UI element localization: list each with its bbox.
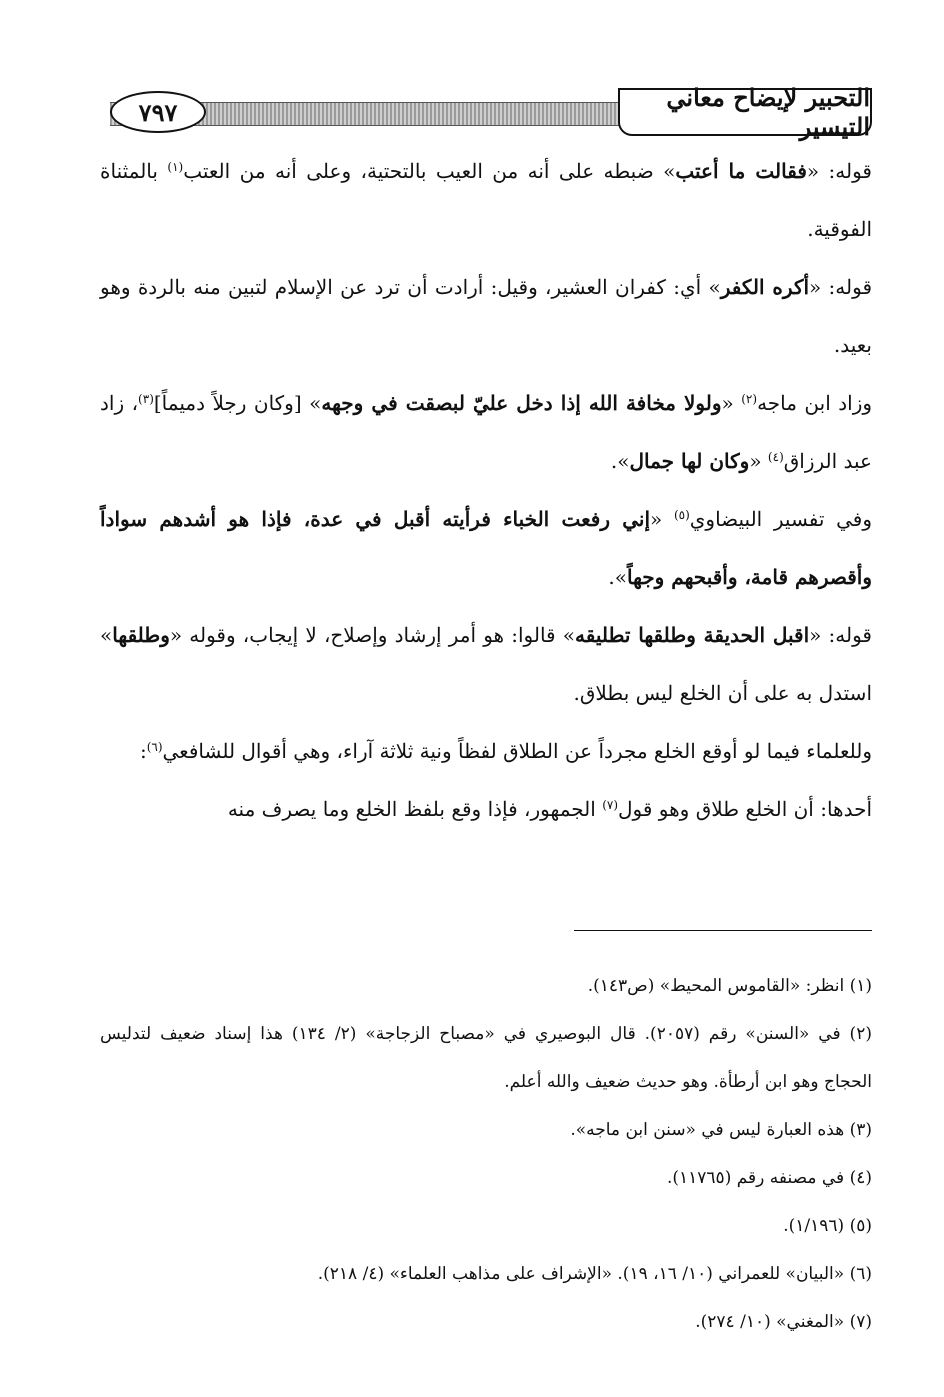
text-run: ، زاد عبد الرزاق: [100, 391, 872, 473]
text-run: بالمثناة الفوقية.: [100, 159, 872, 241]
text-run: «: [749, 449, 768, 473]
footnote: (٣) هذه العبارة ليس في «سنن ابن ماجه».: [570, 1120, 872, 1140]
footnote-separator: [574, 930, 872, 931]
text-run: ».: [610, 449, 630, 473]
text-run: «: [650, 507, 674, 531]
text-run: الجمهور، فإذا وقع بلفظ الخلع وما يصرف منه: [227, 797, 603, 821]
text-run: وفي تفسير البيضاوي: [689, 507, 873, 531]
hadith-quote: ولولا مخافة الله إذا دخل عليّ لبصقت في وجهه: [321, 391, 722, 415]
footnote: (٧) «المغني» (١٠/ ٢٧٤).: [695, 1312, 872, 1332]
text-run: » ضبطه على أنه من العيب بالتحتية، وعلى أنه من العتب: [183, 159, 676, 183]
paragraph: [100, 374, 872, 490]
text-run: » أي: كفران العشير، وقيل: أرادت أن ترد عن الإسلام لتبين منه بالردة وهو بعيد.: [100, 275, 872, 357]
paragraph: [100, 722, 872, 780]
text-run: » [وكان رجلاً دميماً]: [153, 391, 322, 415]
footnote-ref: (٧): [602, 798, 619, 812]
book-title: التحبير لإيضاح معاني التيسير: [618, 88, 872, 136]
footnote-ref: (٤): [767, 450, 784, 464]
running-header: [100, 83, 872, 144]
footnote: (١) انظر: «القاموس المحيط» (ص١٤٣).: [587, 976, 872, 996]
text-run: أحدها: أن الخلع طلاق وهو قول: [618, 797, 872, 821]
hadith-quote: اقبل الحديقة وطلقها تطليقه: [575, 623, 810, 647]
paragraph: [100, 490, 872, 606]
text-run: ».: [608, 565, 627, 589]
text-run: «: [721, 391, 742, 415]
paragraph: [100, 142, 872, 258]
text-run: وللعلماء فيما لو أوقع الخلع مجرداً عن الطلاق لفظاً ونية ثلاثة آراء، وهي أقوال للشافعي: [162, 739, 872, 763]
text-run: :: [139, 739, 147, 763]
footnote: (٦) «البيان» للعمراني (١٠/ ١٦، ١٩). «الإشراف على مذاهب العلماء» (٤/ ٢١٨).: [317, 1264, 872, 1284]
text-run: » قالوا: هو أمر إرشاد وإصلاح، لا إيجاب، وقوله «: [169, 623, 575, 647]
footnote: (٥) (١/١٩٦).: [783, 1216, 872, 1236]
main-text: [100, 142, 872, 838]
text-run: وزاد ابن ماجه: [757, 391, 873, 415]
text-run: قوله: «: [806, 159, 872, 183]
paragraph: [100, 258, 872, 374]
text-run: » استدل به على أن الخلع ليس بطلاق.: [100, 623, 872, 705]
footnote: (٤) في مصنفه رقم (١١٧٦٥).: [666, 1168, 872, 1188]
footnotes: [100, 962, 872, 1346]
hadith-quote: إني رفعت الخباء فرأيته أقبل في عدة، فإذا هو أشدهم سواداً وأقصرهم قامة، وأقبحهم وجهاً: [100, 507, 872, 589]
footnote-ref: (٦): [146, 740, 163, 754]
footnote-ref: (٣): [138, 392, 154, 406]
footnote-ref: (٥): [673, 508, 690, 522]
hadith-quote: وطلقها: [112, 623, 170, 647]
footnote-ref: (٢): [741, 392, 758, 406]
hadith-quote: وكان لها جمال: [629, 449, 750, 473]
text-run: قوله: «: [809, 623, 872, 647]
paragraph: [100, 606, 872, 722]
footnote-ref: (١): [167, 160, 184, 174]
hadith-quote: أكره الكفر: [720, 275, 810, 299]
paragraph: [100, 780, 872, 838]
page-number: ٧٩٧: [110, 91, 206, 133]
hadith-quote: فقالت ما أعتب: [675, 159, 807, 183]
footnote: (٢) في «السنن» رقم (٢٠٥٧). قال البوصيري في «مصباح الزجاجة» (٢/ ١٣٤) هذا إسناد ضعيف لتدليس الحجاج وهو ابن أرطأة. وهو حديث ضعيف والله أعلم.: [100, 1024, 872, 1092]
text-run: قوله: «: [809, 275, 873, 299]
